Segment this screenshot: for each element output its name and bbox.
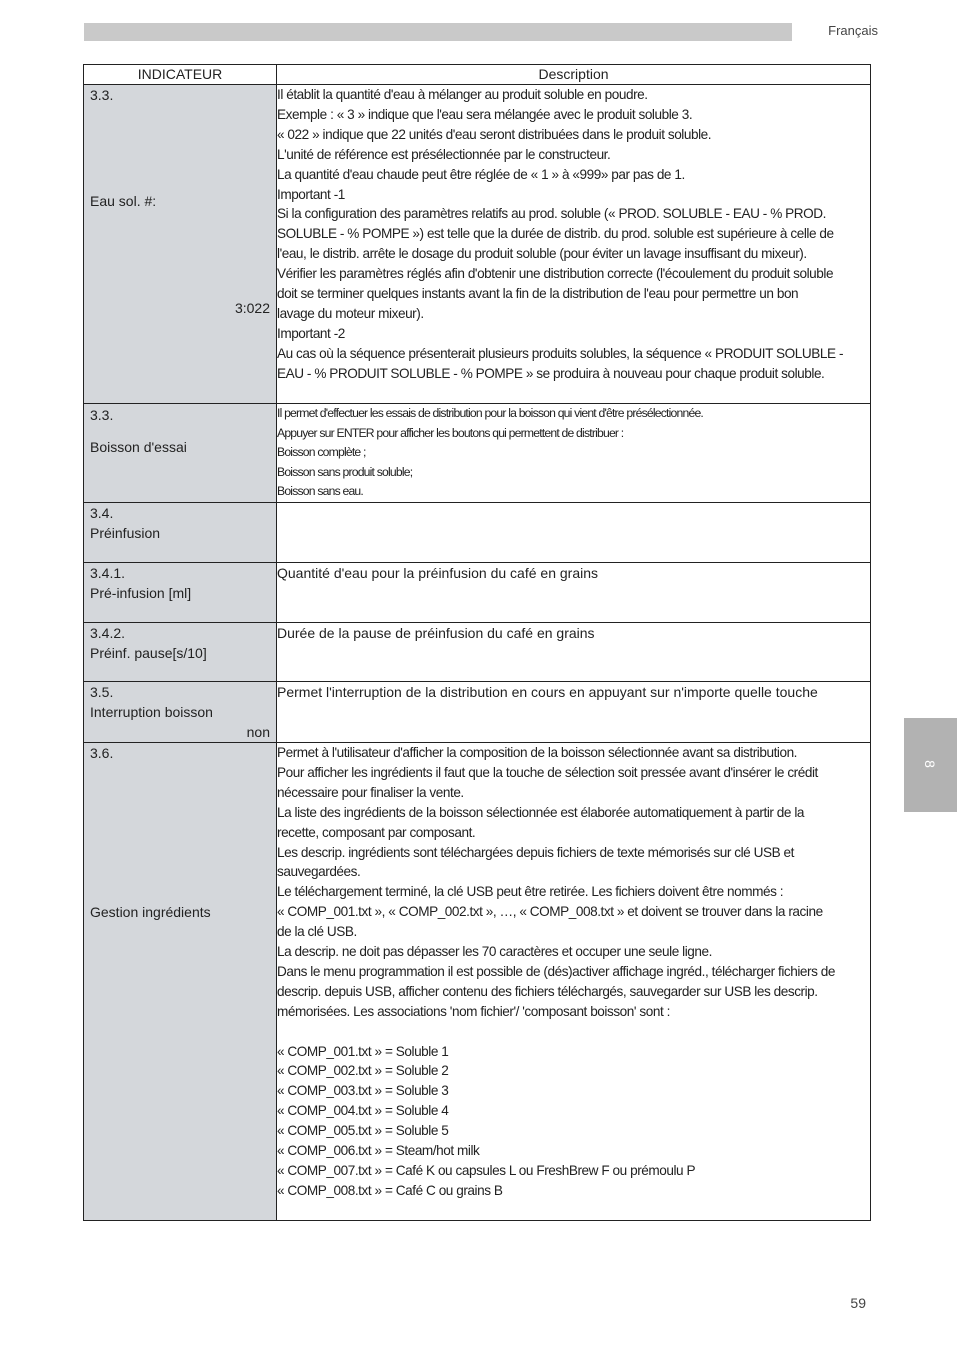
indicator-cell: [84, 563, 277, 623]
description-cell: [277, 503, 871, 563]
indicator-code: 3.5.: [90, 684, 114, 700]
description-line: La quantité d'eau chaude peut être réglée de « 1 » à «999» par pas de 1.: [277, 166, 685, 182]
description-line: recette, composant par composant.: [277, 824, 476, 840]
indicator-value: 3:022: [234, 300, 270, 316]
description-line: L'unité de référence est présélectionnée par le constructeur.: [277, 146, 611, 162]
indicator-name: Interruption boisson: [90, 704, 213, 720]
indicator-code: 3.4.2.: [90, 625, 126, 641]
indicator-cell: [84, 743, 277, 1221]
table-row: [84, 503, 871, 563]
chapter-tab: [904, 718, 957, 812]
table-row: [84, 404, 871, 503]
description-line: de la clé USB.: [277, 924, 357, 940]
description-line: La liste des ingrédients de la boisson sélectionnée est élaborée automatiquement à partir de la: [277, 804, 805, 820]
indicator-value: non: [246, 724, 270, 740]
indicator-code: 3.3.: [90, 407, 114, 423]
table-header-row: [84, 65, 871, 85]
description-cell: [277, 623, 871, 682]
indicator-column-header: INDICATEUR: [84, 65, 277, 85]
header-bar: [84, 23, 792, 41]
language-label: Français: [828, 23, 878, 38]
description-cell: [277, 743, 871, 1221]
description-line: « 022 » indique que 22 unités d'eau seront distribuées dans le produit soluble.: [277, 126, 712, 142]
description-line: sauvegardées.: [277, 864, 361, 880]
indicator-name: Boisson d'essai: [90, 439, 187, 455]
description-line: SOLUBLE - % POMPE ») est telle que la durée de distrib. du prod. soluble est supérieure à celle de: [277, 226, 834, 242]
description-blank-line: [277, 1022, 870, 1042]
description-line: Le téléchargement terminé, la clé USB peut être retirée. Les fichiers doivent être nommés :: [277, 884, 784, 900]
indicator-cell: [84, 623, 277, 682]
description-line: Appuyer sur ENTER pour afficher les boutons qui permettent de distribuer :: [277, 425, 624, 440]
indicator-cell: [84, 85, 277, 404]
description-line: EAU - % PRODUIT SOLUBLE - % POMPE » se produira à nouveau pour chaque produit soluble.: [277, 365, 825, 381]
indicator-cell: [84, 404, 277, 503]
indicator-cell: [84, 503, 277, 563]
description-line: Si la configuration des paramètres relatifs au prod. soluble (« PROD. SOLUBLE - EAU - % PROD.: [277, 206, 826, 222]
parameter-table: [83, 64, 871, 1221]
description-line: Pour afficher les ingrédients il faut que la touche de sélection soit pressée avant d'insérer le crédit: [277, 764, 818, 780]
description-line: « COMP_006.txt » = Steam/hot milk: [277, 1143, 480, 1159]
description-line: lavage du moteur mixeur).: [277, 305, 424, 321]
indicator-name: Pré-infusion [ml]: [90, 585, 192, 601]
description-line: Dans le menu programmation il est possible de (dés)activer affichage ingréd., télécharger fichiers de: [277, 963, 836, 979]
description-line: Permet l'interruption de la distribution en cours en appuyant sur n'importe quelle touche: [277, 684, 818, 700]
indicator-cell: [84, 682, 277, 743]
description-line: Permet à l'utilisateur d'afficher la composition de la boisson sélectionnée avant sa distribution.: [277, 745, 798, 760]
description-line: Les descrip. ingrédients sont téléchargées depuis fichiers de texte mémorisés sur clé USB et: [277, 844, 794, 860]
indicator-code: 3.4.1.: [90, 565, 126, 581]
table-row: [84, 682, 871, 743]
description-line: Vérifier les paramètres réglés afin d'obtenir une distribution correcte (l'écoulement du produit soluble: [277, 266, 834, 282]
indicator-code: 3.3.: [90, 87, 114, 103]
description-line: « COMP_003.txt » = Soluble 3: [277, 1083, 449, 1099]
description-cell: [277, 404, 871, 503]
description-line: « COMP_008.txt » = Café C ou grains B: [277, 1182, 503, 1198]
description-cell: [277, 563, 871, 623]
description-line: Il permet d'effectuer les essais de distribution pour la boisson qui vient d'être présélectionnée.: [277, 406, 704, 420]
description-line: Durée de la pause de préinfusion du café en grains: [277, 625, 595, 641]
description-column-header: Description: [277, 65, 871, 85]
description-line: Boisson sans eau.: [277, 484, 363, 499]
description-line: Boisson complète ;: [277, 445, 366, 460]
description-line: Boisson sans produit soluble;: [277, 464, 413, 479]
description-cell: [277, 85, 871, 404]
description-line: nécessaire pour finaliser la vente.: [277, 784, 464, 800]
description-line: descrip. depuis USB, afficher contenu des fichiers téléchargés, sauvegarder sur USB les descrip.: [277, 983, 818, 999]
table-row: [84, 85, 871, 404]
description-line: Exemple : « 3 » indique que l'eau sera mélangée avec le produit soluble 3.: [277, 106, 693, 122]
description-line: Au cas où la séquence présenterait plusieurs produits solubles, la séquence « PRODUIT SOLUBLE -: [277, 345, 844, 361]
description-line: « COMP_007.txt » = Café K ou capsules L ou FreshBrew F ou prémoulu P: [277, 1163, 696, 1179]
page-number: 59: [850, 1295, 866, 1311]
indicator-name: Gestion ingrédients: [90, 904, 211, 920]
description-line: Important -2: [277, 325, 345, 341]
indicator-name: Préinf. pause[s/10]: [90, 645, 207, 661]
description-line: « COMP_001.txt » = Soluble 1: [277, 1043, 449, 1059]
description-line: mémorisées. Les associations 'nom fichier'/ 'composant boisson' sont :: [277, 1003, 670, 1019]
table-row: [84, 563, 871, 623]
description-line: doit se terminer quelques instants avant la fin de la distribution de l'eau pour permettre un bon: [277, 286, 799, 302]
description-line: Il établit la quantité d'eau à mélanger au produit soluble en poudre.: [277, 87, 648, 102]
description-line: La descrip. ne doit pas dépasser les 70 caractères et occuper une seule ligne.: [277, 944, 712, 960]
description-cell: [277, 682, 871, 743]
indicator-name: Préinfusion: [90, 525, 161, 541]
indicator-name: Eau sol. #:: [90, 193, 157, 209]
description-line: l'eau, le distrib. arrête le dosage du produit soluble (pour éviter un lavage insuffisant du mixeur).: [277, 246, 807, 262]
description-line: « COMP_004.txt » = Soluble 4: [277, 1103, 449, 1119]
description-line: « COMP_005.txt » = Soluble 5: [277, 1123, 449, 1139]
description-line: « COMP_001.txt », « COMP_002.txt », …, « COMP_008.txt » et doivent se trouver dans la racine: [277, 904, 823, 920]
description-line: Quantité d'eau pour la préinfusion du café en grains: [277, 565, 599, 581]
description-line: Important -1: [277, 186, 345, 202]
indicator-code: 3.6.: [90, 745, 114, 761]
table-row: [84, 623, 871, 682]
description-line: « COMP_002.txt » = Soluble 2: [277, 1063, 449, 1079]
table-row: [84, 743, 871, 1221]
chapter-tab-label: 8: [922, 760, 938, 768]
indicator-code: 3.4.: [90, 505, 114, 521]
